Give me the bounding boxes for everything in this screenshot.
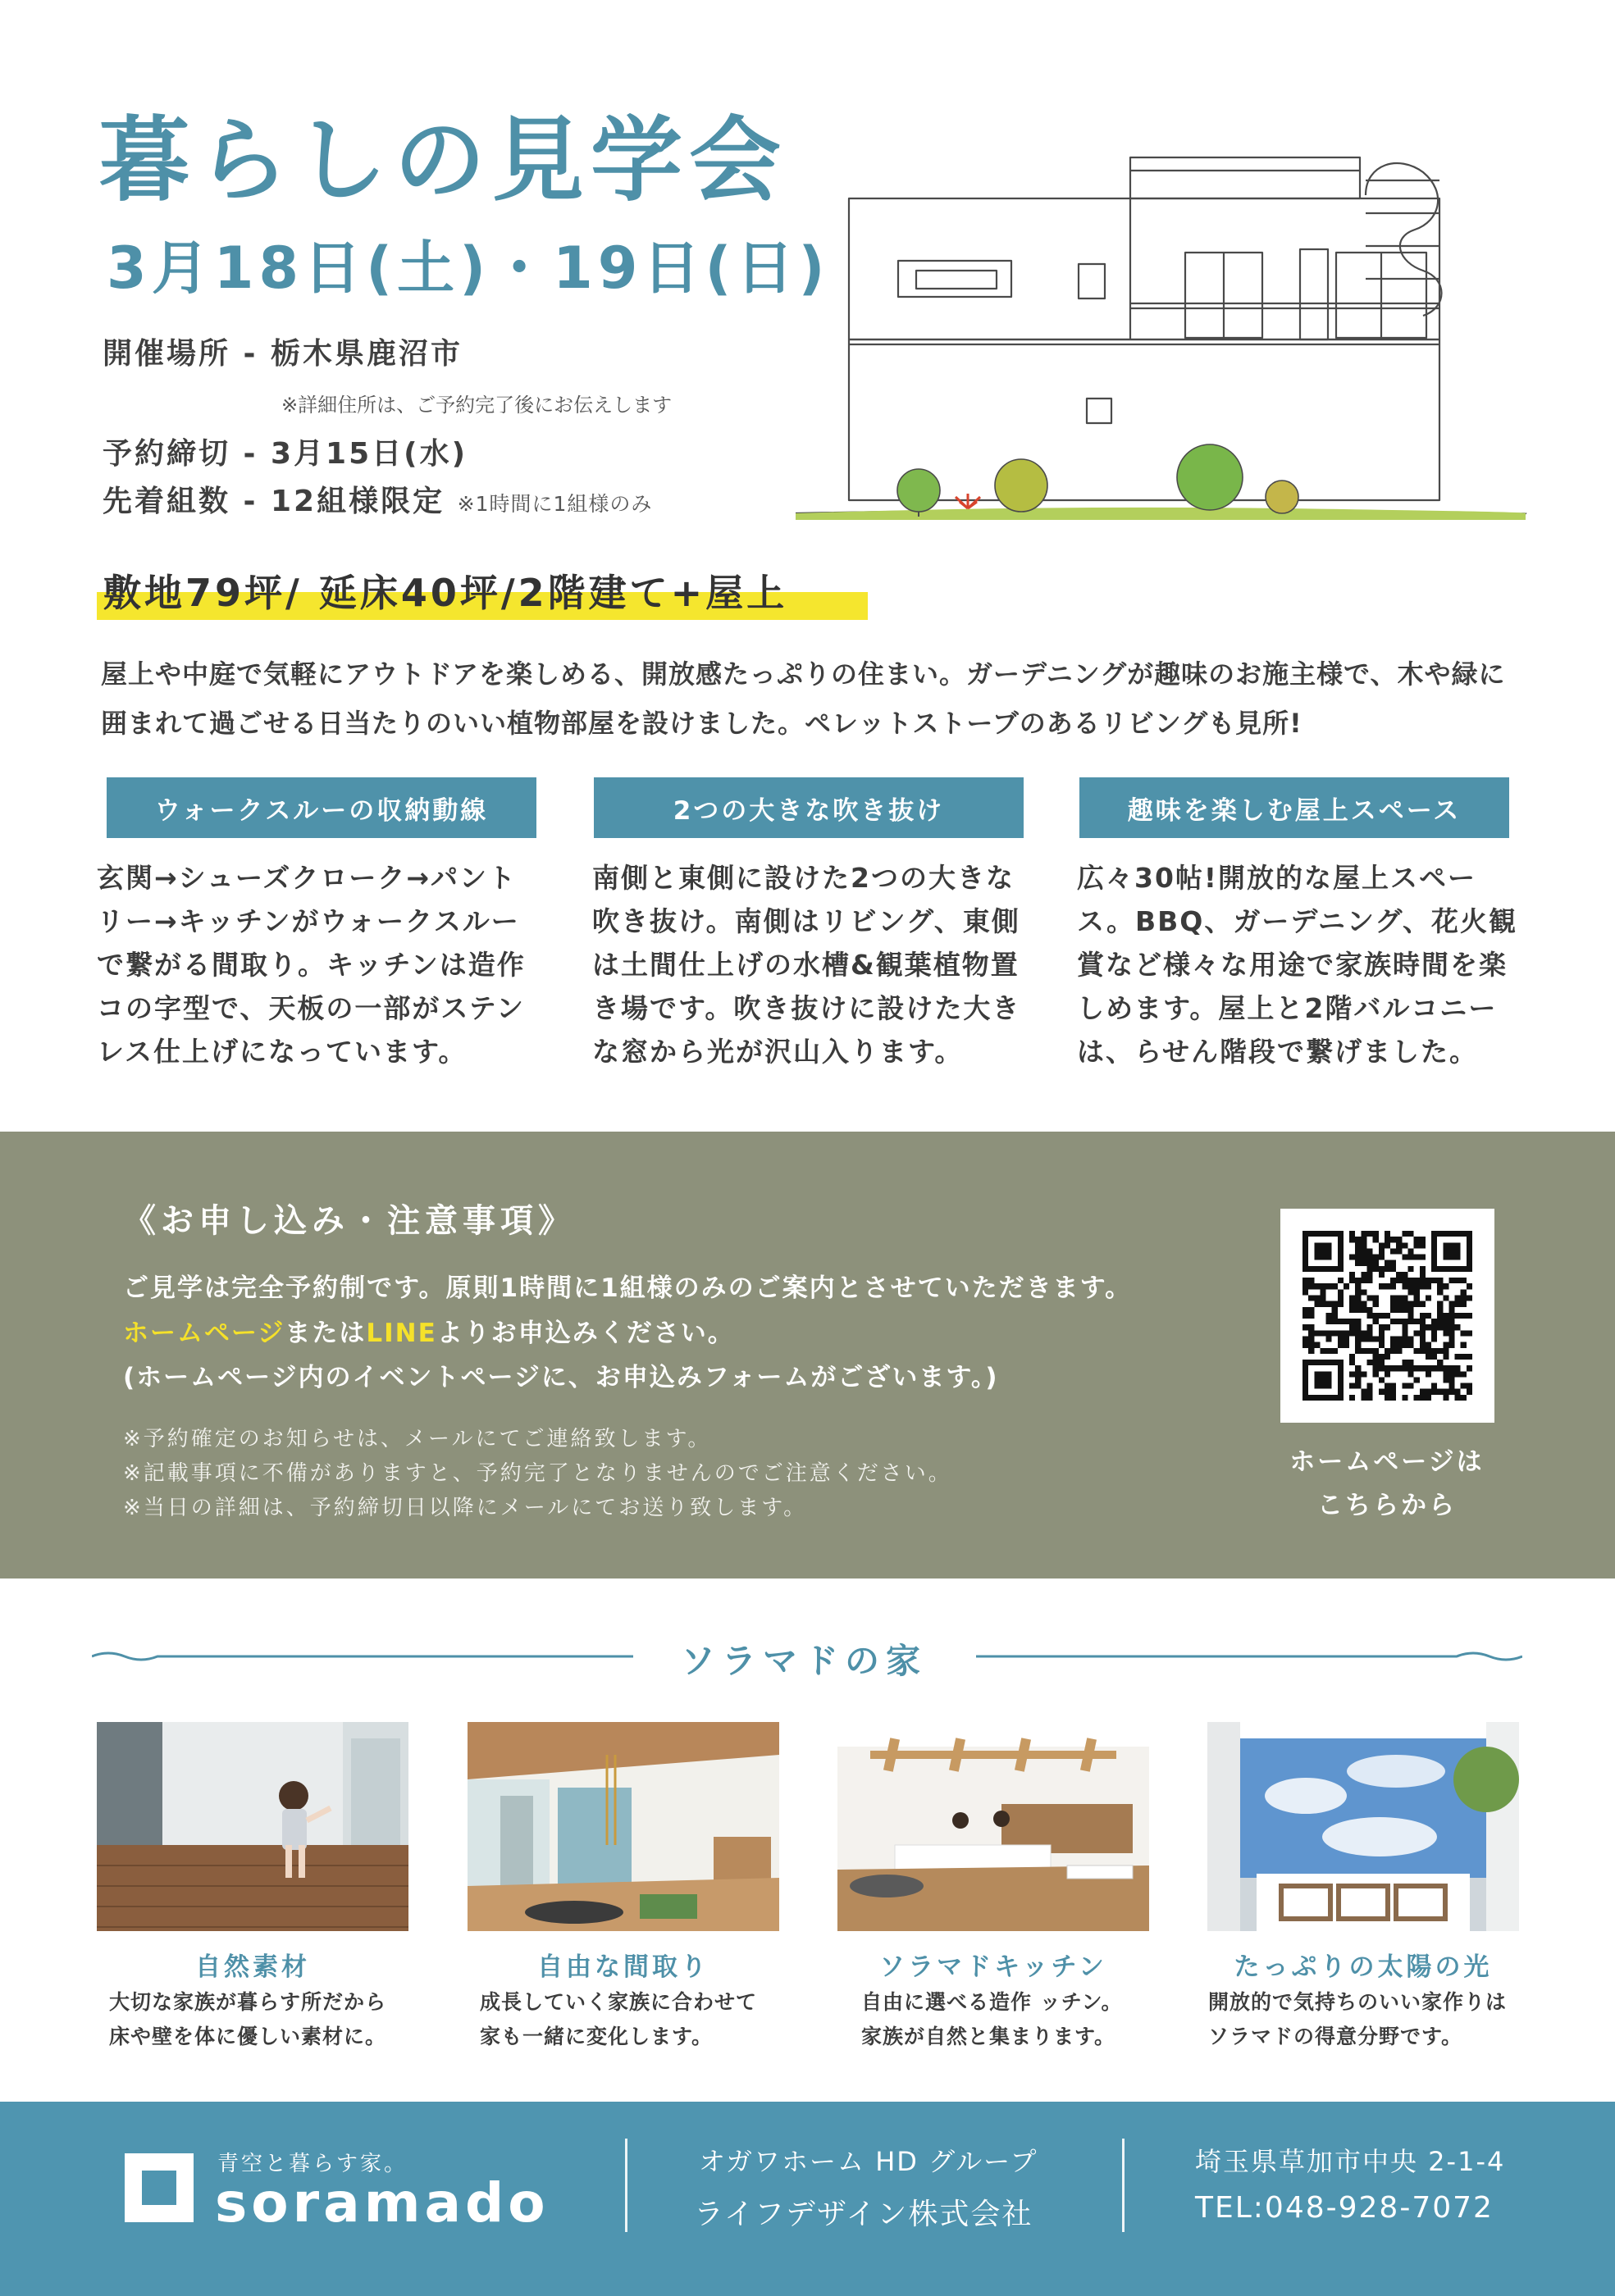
feature-caption-kitchen: ソラマドキッチン bbox=[879, 1952, 1107, 1982]
application-line-2 bbox=[123, 1312, 735, 1349]
photo-kitchen bbox=[837, 1722, 1149, 1931]
footer-group: オガワホーム HD グループ bbox=[699, 2146, 1038, 2177]
application-or: または bbox=[285, 1319, 367, 1348]
application-note-2: ※記載事項に不備がありますと、予約完了となりませんのでご注意ください。 bbox=[123, 1461, 952, 1486]
feature-caption-natural: 自然素材 bbox=[195, 1952, 310, 1982]
feature-desc-natural-2: 床や壁を体に優しい素材に。 bbox=[109, 2025, 387, 2048]
footer-tel: TEL:048-928-7072 bbox=[1195, 2191, 1494, 2225]
application-line-2-rest: よりお申込みください。 bbox=[436, 1319, 735, 1348]
venue-note: ※詳細住所は、ご予約完了後にお伝えします bbox=[281, 394, 673, 417]
feature-desc-layout-1: 成長していく家族に合わせて bbox=[480, 1990, 758, 2014]
brand-tagline: 青空と暮らす家。 bbox=[217, 2152, 408, 2176]
venue-row: 開催場所 - 栃木県鹿沼市 bbox=[103, 337, 463, 371]
feature-heading-storage: ウォークスルーの収納動線 bbox=[107, 777, 536, 838]
feature-desc-kitchen bbox=[861, 1985, 1189, 2054]
feature-desc-layout bbox=[480, 1985, 808, 2054]
section-title-soramado: ソラマドの家 bbox=[680, 1641, 927, 1681]
application-title: 《お申し込み・注意事項》 bbox=[123, 1202, 576, 1240]
feature-desc-natural-1: 大切な家族が暮らす所だから bbox=[109, 1990, 387, 2014]
footer-address: 埼玉県草加市中央 2-1-4 bbox=[1195, 2146, 1506, 2177]
qr-code[interactable] bbox=[1280, 1209, 1494, 1423]
qr-caption-2: こちらから bbox=[1317, 1491, 1457, 1520]
feature-desc-sunlight-2: ソラマドの得意分野です。 bbox=[1208, 2025, 1463, 2048]
wave-divider-right bbox=[976, 1648, 1522, 1665]
homepage-link[interactable]: ホームページ bbox=[123, 1319, 285, 1348]
feature-desc-sunlight bbox=[1208, 1985, 1536, 2054]
feature-desc-kitchen-2: 家族が自然と集まります。 bbox=[861, 2025, 1116, 2048]
wave-divider-left bbox=[92, 1648, 633, 1665]
groups-label: 先着組数 - 12組様限定 bbox=[103, 485, 445, 518]
house-sketch-illustration bbox=[792, 148, 1530, 533]
footer-company: ライフデザイン株式会社 bbox=[694, 2198, 1033, 2231]
feature-desc-layout-2: 家も一緒に変化します。 bbox=[480, 2025, 714, 2048]
photo-sunlight bbox=[1207, 1722, 1519, 1931]
line-link[interactable]: LINE bbox=[366, 1319, 437, 1348]
deadline-row: 予約締切 - 3月15日(水) bbox=[103, 437, 468, 471]
footer-divider-1 bbox=[625, 2139, 627, 2232]
soramado-logo-icon bbox=[125, 2153, 194, 2222]
feature-heading-atrium: 2つの大きな吹き抜け bbox=[594, 777, 1024, 838]
groups-row bbox=[103, 487, 652, 517]
feature-body-storage: 玄関→シューズクローク→パントリー→キッチンがウォークスルーで繋がる間取り。キッチンは造作コの字型で、天板の一部がステンレス仕上げになっています。 bbox=[97, 862, 526, 1068]
feature-heading-rooftop: 趣味を楽しむ屋上スペース bbox=[1079, 777, 1509, 838]
feature-caption-sunlight: たっぷりの太陽の光 bbox=[1234, 1952, 1493, 1982]
brand-wordmark: soramado bbox=[215, 2171, 550, 2234]
spec-highlight bbox=[97, 571, 788, 626]
event-title: 暮らしの見学会 bbox=[98, 107, 787, 214]
feature-desc-natural bbox=[109, 1985, 437, 2054]
groups-note: ※1時間に1組様のみ bbox=[457, 492, 653, 516]
feature-caption-layout: 自由な間取り bbox=[537, 1952, 709, 1982]
event-date: 3月18日(土)・19日(日) bbox=[107, 235, 830, 302]
feature-body-atrium: 南側と東側に設けた2つの大きな吹き抜け。南側はリビング、東側は土間仕上げの水槽&観葉植物置き場です。吹き抜けに設けた大きな窓から光が沢山入ります。 bbox=[592, 862, 1021, 1068]
qr-code-pattern bbox=[1302, 1231, 1472, 1401]
feature-desc-kitchen-1: 自由に選べる造作 ッチン。 bbox=[861, 1990, 1123, 2014]
intro-paragraph: 屋上や中庭で気軽にアウトドアを楽しめる、開放感たっぷりの住まい。ガーデニングが趣味のお施主様で、木や緑に囲まれて過ごせる日当たりのいい植物部屋を設けました。ペレットストーブのあるリビングも見所! bbox=[101, 658, 1506, 739]
qr-caption-1: ホームページは bbox=[1289, 1447, 1485, 1477]
application-note-3: ※当日の詳細は、予約締切日以降にメールにてお送り致します。 bbox=[123, 1496, 808, 1520]
photo-natural-materials bbox=[97, 1722, 408, 1931]
application-line-3: (ホームページ内のイベントページに、お申込みフォームがございます。) bbox=[123, 1363, 999, 1392]
feature-desc-sunlight-1: 開放的で気持ちのいい家作りは bbox=[1208, 1990, 1508, 2014]
application-line-1: ご見学は完全予約制です。原則1時間に1組様のみのご案内とさせていただきます。 bbox=[123, 1273, 1133, 1303]
footer-divider-2 bbox=[1122, 2139, 1125, 2232]
feature-body-rooftop: 広々30帖!開放的な屋上スペース。BBQ、ガーデニング、花火観賞など様々な用途で家族時間を楽しめます。屋上と2階バルコニーは、らせん階段で繋げました。 bbox=[1077, 862, 1518, 1068]
application-note-1: ※予約確定のお知らせは、メールにてご連絡致します。 bbox=[123, 1427, 712, 1451]
photo-free-layout bbox=[468, 1722, 779, 1931]
spec-text: 敷地79坪/ 延床40坪/2階建て+屋上 bbox=[103, 571, 788, 615]
